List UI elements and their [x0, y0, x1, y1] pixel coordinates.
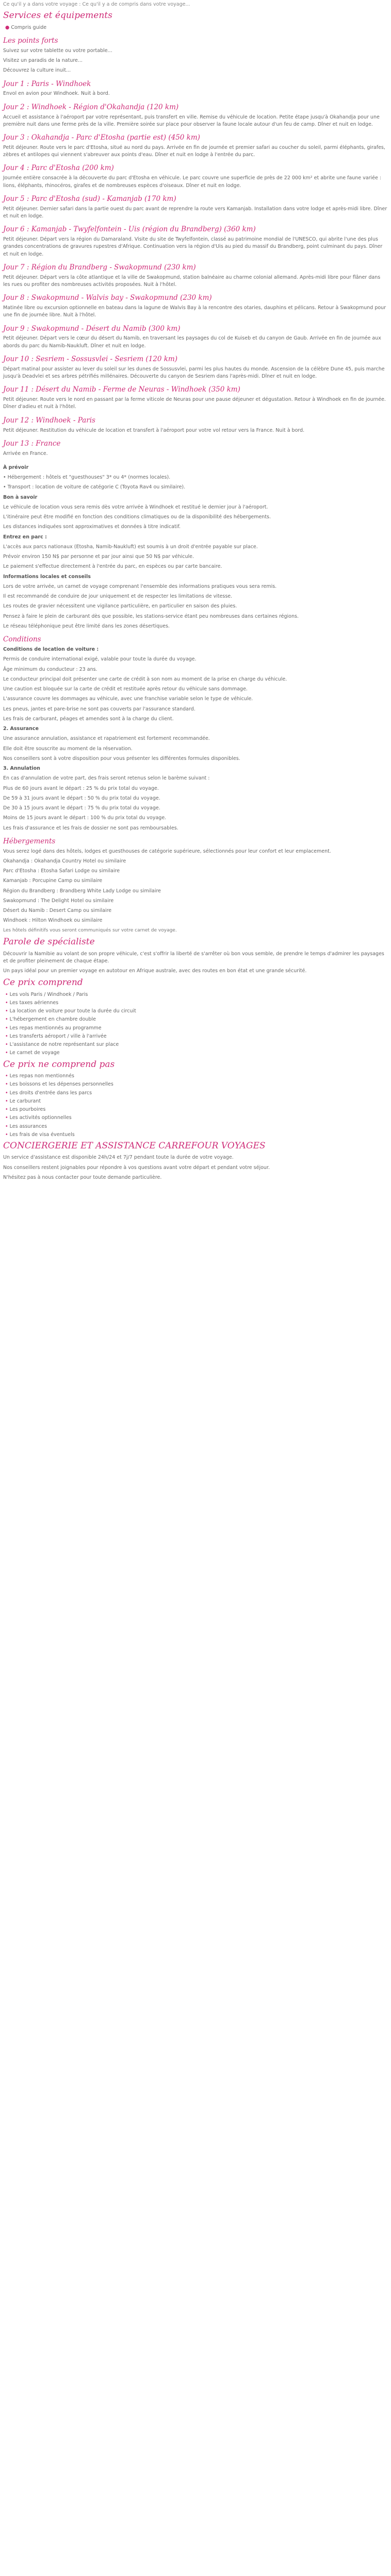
hotels-line: Désert du Namib : Desert Camp ou similaire: [3, 908, 112, 914]
word-line: Un pays idéal pour un premier voyage en autotour en Afrique australe, avec des routes en bon état et une grande sécurité.: [3, 968, 307, 974]
bullet-icon: •: [5, 1090, 10, 1096]
day-block: [3, 80, 388, 98]
hotels-line: Région du Brandberg : Brandberg White Lady Lodge ou similaire: [3, 888, 161, 894]
faq-line: L'accès aux parcs nationaux (Etosha, Namib-Naukluft) est soumis à un droit d'entrée payable sur place.: [3, 544, 258, 550]
day-title: Jour 10 : Sesriem - Sossusvlei - Sesriem (120 km): [3, 354, 178, 363]
hotels-line: Okahandja : Okahandja Country Hotel ou similaire: [3, 858, 126, 864]
day-text: Petit déjeuner. Route vers le nord en passant par la ferme viticole de Neuras pour une pause déjeuner et dégustation. Retour à Windhoek en fin de journée. Dîner d'adieu et nuit à l'hôtel.: [3, 397, 386, 410]
cancel-line: De 59 à 31 jours avant le départ : 50 % du prix total du voyage.: [3, 795, 160, 801]
info-title: Informations locales et conseils: [3, 573, 91, 580]
day-title: Jour 11 : Désert du Namib - Ferme de Neuras - Windhoek (350 km): [3, 385, 240, 394]
assist-title: CONCIERGERIE ET ASSISTANCE CARREFOUR VOYAGES: [3, 1141, 266, 1151]
cancel-line: De 30 à 15 jours avant le départ : 75 % du prix total du voyage.: [3, 805, 160, 811]
day-title: Jour 12 : Windhoek - Paris: [3, 416, 95, 425]
points-line: Visitez un paradis de la nature...: [3, 58, 83, 64]
itinerary: [3, 80, 388, 457]
intro-text: Ce qu'il y a dans votre voyage : Ce qu'il y a de compris dans votre voyage...: [3, 2, 190, 7]
day-text: Départ matinal pour assister au lever du soleil sur les dunes de Sossusvlei, parmi les plus hautes du monde. Ascension de la célèbre Dune 45, puis marche jusqu'à Deadvlei et ses arbres pétrifiés millénaires. Découverte du canyon de Sesriem dans l'après-midi. Dîner et nuit en lodge.: [3, 366, 385, 380]
cancel-line: Les frais d'assurance et les frais de dossier ne sont pas remboursables.: [3, 825, 178, 831]
day-text: Arrivée en France.: [3, 450, 48, 456]
price-title: Bon à savoir: [3, 494, 38, 500]
day-title: Jour 2 : Windhoek - Région d'Okahandja (120 km): [3, 103, 179, 111]
faq-line: Le paiement s'effectue directement à l'entrée du parc, en espèces ou par carte bancaire.: [3, 564, 222, 570]
bullet-icon: •: [5, 1025, 10, 1031]
bullet-icon: •: [5, 1098, 10, 1104]
points-line: Suivez sur votre tablette ou votre portable...: [3, 47, 112, 54]
bullet-icon: •: [5, 1131, 10, 1138]
page: [0, 0, 391, 1194]
prices-exc-item: • Les assurances: [5, 1123, 47, 1129]
day-block: [3, 225, 388, 258]
price-line: Les distances indiquées sont approximatives et données à titre indicatif.: [3, 524, 181, 530]
prices-inc-item: • L'assistance de notre représentant sur place: [5, 1042, 119, 1048]
points-title: Les points forts: [3, 36, 58, 45]
conditions-line: Une caution est bloquée sur la carte de crédit et restituée après retour du véhicule sans dommage.: [3, 686, 248, 692]
bullet-icon: •: [5, 999, 10, 1006]
day-title: Jour 7 : Région du Brandberg - Swakopmund (230 km): [3, 263, 196, 272]
prices-inc-item: • Les transferts aéroport / ville à l'arrivée: [5, 1033, 107, 1039]
day-text: Petit déjeuner. Départ vers la région du Damaraland. Visite du site de Twyfelfontein, classé au patrimoine mondial de l'UNESCO, qui abrite l'une des plus grandes concentrations de gravures rupestres d'Afrique. Continuation vers la région d'Uis au pied du massif du Brandberg, point culminant du pays. Dîner et nuit en lodge.: [3, 236, 383, 257]
hotels-line: Parc d'Etosha : Etosha Safari Lodge ou similaire: [3, 868, 120, 874]
day-block: [3, 355, 388, 380]
conditions-line: L'assurance couvre les dommages au véhicule, avec une franchise variable selon le type de véhicule.: [3, 696, 253, 702]
prices-inc-item: • Le carnet de voyage: [5, 1050, 60, 1056]
day-title: Jour 8 : Swakopmund - Walvis bay - Swakopmund (230 km): [3, 294, 212, 302]
prices-inc-item: • Les repas mentionnés au programme: [5, 1025, 102, 1031]
info-line: Pensez à faire le plein de carburant dès que possible, les stations-service étant peu nombreuses dans certaines régions.: [3, 613, 299, 619]
bullet-icon: •: [5, 1008, 10, 1014]
bullet-icon: •: [5, 1042, 10, 1048]
bullet-icon: •: [5, 1016, 10, 1023]
hotels-title: Hébergements: [3, 837, 56, 845]
day-block: [3, 164, 388, 189]
prices-exc-item: • Le carburant: [5, 1098, 41, 1104]
conditions-title: Conditions: [3, 635, 41, 644]
day-title: Jour 3 : Okahandja - Parc d'Etosha (partie est) (450 km): [3, 133, 200, 142]
insurance-line: Elle doit être souscrite au moment de la réservation.: [3, 745, 133, 752]
conditions-line: Le conducteur principal doit présenter une carte de crédit à son nom au moment de la prise en charge du véhicule.: [3, 676, 287, 682]
insurance-title: 2. Assurance: [3, 726, 39, 732]
hotels-line: Kamanjab : Porcupine Camp ou similaire: [3, 878, 103, 884]
bullet-icon: ●: [5, 24, 11, 30]
prices-exc-item: • Les repas non mentionnés: [5, 1073, 74, 1079]
cancel-line: En cas d'annulation de votre part, des frais seront retenus selon le barème suivant :: [3, 775, 210, 782]
day-block: [3, 195, 388, 220]
notice-line: • Transport : location de voiture de catégorie C (Toyota Rav4 ou similaire).: [3, 484, 186, 490]
price-line: Le véhicule de location vous sera remis dès votre arrivée à Windhoek et restitué le dernier jour à l'aéroport.: [3, 504, 268, 510]
day-text: Petit déjeuner. Dernier safari dans la partie ouest du parc avant de reprendre la route vers Kamanjab. Installation dans votre lodge et après-midi libre. Dîner et nuit en lodge.: [3, 206, 387, 219]
day-text: Accueil et assistance à l'aéroport par votre représentant, puis transfert en ville. Remise du véhicule de location. Petite étape jusqu'à Okahandja pour une première nuit dans une ferme près de la ville. Première soirée sur place pour observer la faune locale autour d'un feu de camp. Dîner et nuit en lodge.: [3, 114, 380, 127]
conditions-line: Âge minimum du conducteur : 23 ans.: [3, 666, 97, 672]
included-title: Services et équipements: [3, 10, 112, 21]
prices-exc-list: [3, 1073, 388, 1139]
insurance-line: Une assurance annulation, assistance et rapatriement est fortement recommandée.: [3, 736, 210, 742]
included-item: ● Compris guide: [5, 24, 47, 30]
word-title: Parole de spécialiste: [3, 937, 95, 947]
assist-line: N'hésitez pas à nous contacter pour toute demande particulière.: [3, 1174, 162, 1180]
hotels-line: Swakopmund : The Delight Hotel ou similaire: [3, 897, 114, 904]
day-block: [3, 103, 388, 128]
day-block: [3, 385, 388, 411]
prices-inc-item: • Les taxes aériennes: [5, 999, 59, 1006]
prices-exc-item: • Les activités optionnelles: [5, 1115, 72, 1121]
faq-title: Entrez en parc :: [3, 534, 47, 540]
day-text: Journée entière consacrée à la découverte du parc d'Etosha en véhicule. Le parc couvre une superficie de près de 22 000 km² et abrite une faune variée : lions, éléphants, rhinocéros, girafes et de nombreuses espèces d'oiseaux. Dîner et nuit en lodge.: [3, 175, 382, 189]
info-line: Le réseau téléphonique peut être limité dans les zones désertiques.: [3, 623, 170, 629]
info-line: Les routes de gravier nécessitent une vigilance particulière, en particulier en saison des pluies.: [3, 603, 237, 609]
prices-inc-item: • L'hébergement en chambre double: [5, 1016, 96, 1023]
bullet-icon: •: [5, 991, 10, 997]
day-title: Jour 6 : Kamanjab - Twyfelfontein - Uis (région du Brandberg) (360 km): [3, 225, 256, 234]
bullet-icon: •: [5, 1081, 10, 1088]
notice-title: À prévoir: [3, 464, 29, 470]
prices-exc-item: • Les frais de visa éventuels: [5, 1131, 75, 1138]
day-block: [3, 263, 388, 289]
day-block: [3, 133, 388, 159]
prices-exc-item: • Les pourboires: [5, 1107, 46, 1113]
bullet-icon: •: [5, 1050, 10, 1056]
price-line: L'itinéraire peut être modifié en fonction des conditions climatiques ou de la disponibilité des hébergements.: [3, 514, 271, 520]
assist-line: Nos conseillers restent joignables pour répondre à vos questions avant votre départ et pendant votre séjour.: [3, 1164, 270, 1171]
assist-line: Un service d'assistance est disponible 24h/24 et 7j/7 pendant toute la durée de votre voyage.: [3, 1155, 234, 1161]
day-title: Jour 5 : Parc d'Etosha (sud) - Kamanjab (170 km): [3, 194, 176, 203]
prices-inc-item: • La location de voiture pour toute la durée du circuit: [5, 1008, 136, 1014]
faq-line: Prévoir environ 150 N$ par personne et par jour ainsi que 50 N$ par véhicule.: [3, 554, 194, 560]
day-title: Jour 1 : Paris - Windhoek: [3, 79, 91, 88]
included-list: [3, 24, 388, 31]
prices-inc-title: Ce prix comprend: [3, 977, 83, 988]
day-text: Petit déjeuner. Route vers le parc d'Etosha, situé au nord du pays. Arrivée en fin de journée et premier safari au coucher du soleil, parmi éléphants, girafes, zèbres et antilopes qui viennent s'abreuver aux points d'eau. Dîner et nuit en lodge à l'entrée du parc.: [3, 144, 385, 158]
prices-exc-item: • Les droits d'entrée dans les parcs: [5, 1090, 92, 1096]
conditions-heading: Conditions de location de voiture :: [3, 647, 99, 653]
hotels-note: Les hôtels définitifs vous seront communiqués sur votre carnet de voyage.: [3, 927, 177, 933]
notice-line: • Hébergement : hôtels et "guesthouses" 3* ou 4* (normes locales).: [3, 474, 171, 481]
prices-inc-item: • Les vols Paris / Windhoek / Paris: [5, 991, 88, 997]
prices-inc-list: [3, 991, 388, 1057]
conditions-line: Permis de conduire international exigé, valable pour toute la durée du voyage.: [3, 656, 197, 663]
day-block: [3, 325, 388, 350]
info-line: Il est recommandé de conduire de jour uniquement et de respecter les limitations de vitesse.: [3, 594, 233, 600]
day-title: Jour 4 : Parc d'Etosha (200 km): [3, 164, 114, 173]
word-line: Découvrir la Namibie au volant de son propre véhicule, c'est s'offrir la liberté de s'arrêter où bon vous semble, de prendre le temps d'admirer les paysages et de profiter pleinement de chaque étape.: [3, 951, 384, 964]
conditions-line: Les frais de carburant, péages et amendes sont à la charge du client.: [3, 716, 174, 722]
day-block: [3, 416, 388, 434]
cancel-line: Moins de 15 jours avant le départ : 100 % du prix total du voyage.: [3, 815, 167, 821]
info-line: Lors de votre arrivée, un carnet de voyage comprenant l'ensemble des informations pratiques vous sera remis.: [3, 583, 277, 589]
day-block: [3, 439, 388, 457]
cancel-title: 3. Annulation: [3, 766, 40, 772]
bullet-icon: •: [5, 1033, 10, 1039]
hotels-line: Windhoek : Hilton Windhoek ou similaire: [3, 918, 103, 924]
points-line: Découvrez la culture inuit...: [3, 67, 71, 74]
hotels-line: Vous serez logé dans des hôtels, lodges et guesthouses de catégorie supérieure, sélectionnés pour leur confort et leur emplacement.: [3, 848, 331, 854]
insurance-line: Nos conseillers sont à votre disposition pour vous présenter les différentes formules disponibles.: [3, 755, 240, 761]
cancel-line: Plus de 60 jours avant le départ : 25 % du prix total du voyage.: [3, 785, 159, 791]
day-title: Jour 9 : Swakopmund - Désert du Namib (300 km): [3, 324, 181, 333]
day-text: Petit déjeuner. Départ vers le cœur du désert du Namib, en traversant les paysages du col de Kuiseb et du canyon de Gaub. Arrivée en fin de journée aux abords du parc du Namib-Naukluft. Dîner et nuit en lodge.: [3, 335, 381, 349]
bullet-icon: •: [5, 1107, 10, 1113]
day-text: Petit déjeuner. Restitution du véhicule de location et transfert à l'aéroport pour votre vol retour vers la France. Nuit à bord.: [3, 427, 305, 433]
day-title: Jour 13 : France: [3, 439, 61, 448]
prices-exc-item: • Les boissons et les dépenses personnelles: [5, 1081, 113, 1088]
conditions-line: Les pneus, jantes et pare-brise ne sont pas couverts par l'assurance standard.: [3, 706, 196, 712]
day-block: [3, 294, 388, 319]
bullet-icon: •: [5, 1123, 10, 1129]
bullet-icon: •: [5, 1073, 10, 1079]
day-text: Matinée libre ou excursion optionnelle en bateau dans la lagune de Walvis Bay à la rencontre des otaries, dauphins et pélicans. Retour à Swakopmund pour une fin de journée libre. Nuit à l'hôtel.: [3, 305, 386, 318]
prices-exc-title: Ce prix ne comprend pas: [3, 1059, 115, 1070]
bullet-icon: •: [5, 1115, 10, 1121]
day-text: Petit déjeuner. Départ vers la côte atlantique et la ville de Swakopmund, station balnéaire au charme colonial allemand. Après-midi libre pour flâner dans les rues ou profiter des nombreuses activités proposées. Nuit à l'hôtel.: [3, 274, 381, 287]
day-text: Envol en avion pour Windhoek. Nuit à bord.: [3, 91, 110, 97]
